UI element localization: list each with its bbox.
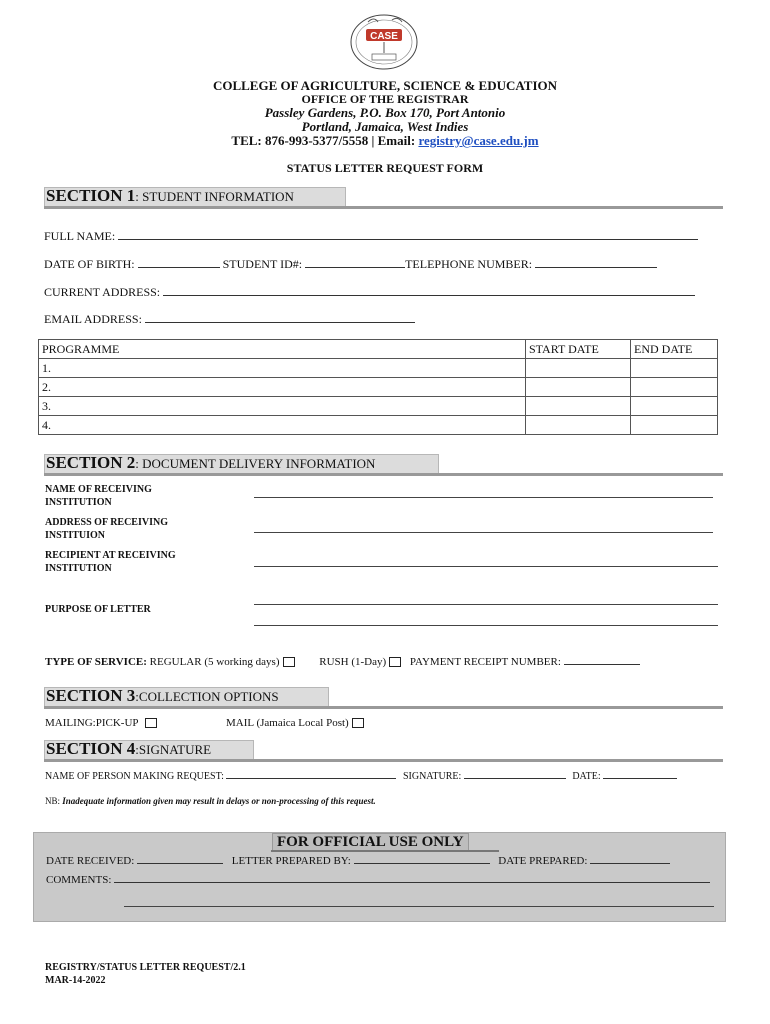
start-date-header: START DATE — [526, 340, 631, 359]
current-address-label: CURRENT ADDRESS: — [44, 285, 161, 299]
logo-text: CASE — [370, 31, 398, 42]
end-date-cell[interactable] — [631, 359, 718, 378]
official-row-1 — [46, 855, 670, 867]
date-label: DATE: — [572, 771, 601, 782]
signature-label: SIGNATURE: — [402, 771, 462, 782]
service-type-row — [45, 654, 640, 668]
section-1-header — [44, 187, 346, 208]
receiving-address-line[interactable] — [254, 532, 713, 533]
address-line-1: Passley Gardens, P.O. Box 170, Port Antonio — [264, 105, 506, 120]
section-3-number: SECTION 3 — [46, 686, 136, 705]
official-title-rule — [271, 850, 499, 852]
form-date: MAR-14-2022 — [45, 975, 106, 986]
section-4-header — [44, 740, 254, 761]
pickup-checkbox[interactable] — [145, 718, 157, 728]
mail-option — [226, 717, 364, 729]
end-date-header: END DATE — [631, 340, 718, 359]
section-2-label: : DOCUMENT DELIVERY INFORMATION — [135, 456, 376, 471]
official-use-box — [33, 832, 726, 922]
email-address-label: EMAIL ADDRESS: — [44, 312, 142, 326]
person-name-line[interactable] — [226, 770, 396, 779]
date-prepared-label: DATE PREPARED: — [498, 855, 588, 867]
section-4-rule — [44, 759, 723, 762]
telephone-text: TEL: 876-993-5377/5558 | Email: — [231, 133, 419, 148]
end-date-cell[interactable] — [631, 378, 718, 397]
comments-line-2[interactable] — [124, 906, 714, 907]
row-number: 4. — [39, 416, 526, 435]
mail-label: MAIL (Jamaica Local Post) — [226, 717, 349, 729]
dob-label: DATE OF BIRTH: — [44, 257, 135, 271]
start-date-cell[interactable] — [526, 416, 631, 435]
section-2-header — [44, 454, 439, 475]
signature-row — [45, 770, 677, 782]
prepared-by-label: LETTER PREPARED BY: — [231, 855, 351, 867]
comments-line-1[interactable] — [114, 874, 710, 883]
official-use-title: FOR OFFICIAL USE ONLY — [272, 833, 469, 852]
table-row[interactable] — [39, 378, 718, 397]
purpose-line-2[interactable] — [254, 625, 718, 626]
receiving-address-label — [45, 516, 168, 542]
start-date-cell[interactable] — [526, 359, 631, 378]
telephone-line[interactable] — [535, 257, 657, 268]
section-2-number: SECTION 2 — [46, 453, 136, 472]
signature-line[interactable] — [464, 770, 566, 779]
student-id-label: STUDENT ID#: — [222, 257, 303, 271]
section-3-label: :COLLECTION OPTIONS — [135, 689, 279, 704]
prepared-by-line[interactable] — [354, 855, 490, 864]
college-name: COLLEGE OF AGRICULTURE, SCIENCE & EDUCATION — [212, 78, 558, 93]
regular-label: REGULAR (5 working days) — [149, 656, 280, 668]
nb-prefix: NB: — [45, 796, 63, 806]
section-3-rule — [44, 706, 723, 709]
programme-table — [38, 339, 718, 435]
label-line: INSTITUTION — [45, 497, 112, 508]
date-line[interactable] — [603, 770, 677, 779]
regular-checkbox[interactable] — [283, 657, 295, 667]
table-row[interactable] — [39, 359, 718, 378]
recipient-line[interactable] — [254, 566, 718, 567]
pickup-option — [45, 717, 157, 729]
telephone-label: TELEPHONE NUMBER: — [405, 257, 533, 271]
label-line: ADDRESS OF RECEIVING — [45, 517, 168, 528]
label-line: INSTITUTION — [45, 563, 112, 574]
full-name-line[interactable] — [118, 229, 698, 240]
address-line-2: Portland, Jamaica, West Indies — [301, 119, 469, 134]
start-date-cell[interactable] — [526, 378, 631, 397]
section-1-number: SECTION 1 — [46, 186, 136, 205]
label-line: RECIPIENT AT RECEIVING — [45, 550, 176, 561]
label-line: NAME OF RECEIVING — [45, 484, 152, 495]
mail-checkbox[interactable] — [352, 718, 364, 728]
receiving-name-label — [45, 483, 152, 509]
form-title: STATUS LETTER REQUEST FORM — [286, 161, 484, 175]
office-name: OFFICE OF THE REGISTRAR — [301, 92, 469, 106]
label-line: INSTITUION — [45, 530, 106, 541]
row-number: 2. — [39, 378, 526, 397]
contact-line — [0, 133, 770, 149]
email-address-field[interactable] — [44, 312, 415, 327]
programme-header: PROGRAMME — [39, 340, 526, 359]
full-name-label: FULL NAME: — [44, 229, 116, 243]
receiving-name-line[interactable] — [254, 497, 713, 498]
section-2-rule — [44, 473, 723, 476]
date-received-line[interactable] — [137, 855, 223, 864]
current-address-field[interactable] — [44, 285, 695, 300]
form-code — [45, 961, 246, 987]
college-logo — [348, 12, 420, 72]
section-1-rule — [44, 206, 723, 209]
date-prepared-line[interactable] — [590, 855, 670, 864]
row-number: 1. — [39, 359, 526, 378]
dob-line[interactable] — [138, 257, 220, 268]
table-row[interactable] — [39, 416, 718, 435]
section-4-number: SECTION 4 — [46, 739, 136, 758]
table-row[interactable] — [39, 397, 718, 416]
form-reference: REGISTRY/STATUS LETTER REQUEST/2.1 — [45, 962, 246, 973]
start-date-cell[interactable] — [526, 397, 631, 416]
section-1-label: : STUDENT INFORMATION — [135, 189, 294, 204]
section-4-label: :SIGNATURE — [135, 742, 212, 757]
student-id-line[interactable] — [305, 257, 405, 268]
rush-checkbox[interactable] — [389, 657, 401, 667]
purpose-line-1[interactable] — [254, 604, 718, 605]
purpose-label: PURPOSE OF LETTER — [45, 604, 151, 615]
recipient-label — [45, 549, 176, 575]
end-date-cell[interactable] — [631, 397, 718, 416]
receipt-line[interactable] — [564, 654, 640, 665]
pickup-label: MAILING:PICK-UP — [45, 717, 139, 729]
date-received-label: DATE RECEIVED: — [46, 855, 135, 867]
section-3-header — [44, 687, 329, 708]
comments-label: COMMENTS: — [46, 874, 112, 886]
service-type-label: TYPE OF SERVICE: — [45, 656, 147, 668]
table-header-row — [39, 340, 718, 359]
receipt-label: PAYMENT RECEIPT NUMBER: — [409, 656, 561, 668]
comments-row — [46, 874, 710, 886]
email-address-line[interactable] — [145, 312, 415, 323]
nb-note — [45, 796, 376, 806]
rush-label: RUSH (1-Day) — [319, 656, 387, 668]
current-address-line[interactable] — [163, 285, 695, 296]
full-name-field[interactable] — [44, 229, 698, 244]
end-date-cell[interactable] — [631, 416, 718, 435]
dob-row — [44, 257, 657, 272]
email-link[interactable]: registry@case.edu.jm — [418, 133, 539, 148]
nb-text: Inadequate information given may result in delays or non-processing of this request. — [62, 796, 376, 806]
person-name-label: NAME OF PERSON MAKING REQUEST: — [45, 771, 224, 782]
row-number: 3. — [39, 397, 526, 416]
